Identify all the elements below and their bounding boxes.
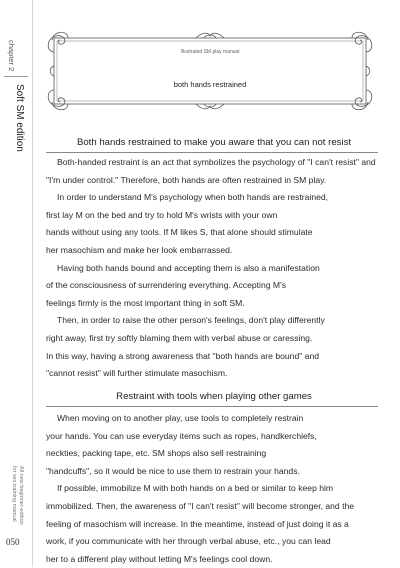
footer-line-1: All new beginner-edition [18,466,24,525]
body-line: her to a different play without letting M's feelings cool down. [46,553,273,564]
body-line: Having both hands bound and accepting them is also a manifestation [57,262,320,273]
ornamental-frame [46,30,374,112]
body-line: neckties, packing tape, etc. SM shops also sell restraining [46,448,267,459]
body-line: Then, in order to raise the other person's feelings, don't play differently [57,315,325,326]
section-1-body [46,154,380,383]
chapter-title: Soft SM edition [14,84,25,152]
body-line: If possible, immobilize M with both hands on a bed or similar to keep him [57,483,334,494]
body-line: her masochism and make her look embarrassed. [46,244,233,255]
sidebar-rule [4,76,28,77]
body-line: first lay M on the bed and try to hold M's wrists with your own [46,209,278,220]
chapter-label: chapter 2 [7,40,16,72]
ornament-border-icon [46,30,374,112]
body-line: hands without using any tools. If M likes S, that alone should stimulate [46,227,313,238]
section-2-body [46,410,380,568]
page-number: 050 [6,537,20,547]
body-line: In this way, having a strong awareness that "both hands are bound" and [46,350,320,361]
body-line: immobilized. Then, the awareness of "I can't resist" will become stronger, and the [46,500,355,511]
sidebar-divider [32,0,33,567]
body-line: feelings firmly is the most important thing in soft SM. [46,297,245,308]
body-line: right away, first try softly blaming them with verbal abuse or caressing. [46,332,313,343]
section-1-rule [46,152,378,153]
footer-line-2: for sex training manual [11,466,17,522]
body-line: "handcuffs", so it would be nice to use them to restrain your hands. [46,465,300,476]
body-line: When moving on to another play, use tools to completely restrain [57,413,304,423]
body-line: "cannot resist" will further stimulate masochism. [46,368,228,379]
body-line: Both-handed restraint is an act that symbolizes the psychology of "I can't resist" and [57,157,376,167]
frame-title: both hands restrained [173,80,247,89]
section-2-rule [46,406,378,407]
section-2-heading: Restraint with tools when playing other games [116,391,312,402]
chapter-sidebar [0,0,32,567]
section-1-heading: Both hands restrained to make you aware that you can not resist [76,137,352,148]
body-line: "I'm under control." Therefore, both hands are often restrained in SM play. [46,174,327,185]
body-line: work, if you communicate with her through verbal abuse, etc., you can lead [46,536,331,547]
frame-subtitle: Illustrated SM play manual [180,49,240,55]
body-line: your hands. You can use everyday items such as ropes, handkerchiefs, [46,430,317,441]
body-line: feeling of masochism will increase. In the meantime, instead of just doing it as a [46,518,349,529]
body-line: of the consciousness of surrendering everything. Accepting M's [46,280,287,291]
book-footer [10,466,24,525]
body-line: In order to understand M's psychology when both hands are restrained, [57,192,329,203]
